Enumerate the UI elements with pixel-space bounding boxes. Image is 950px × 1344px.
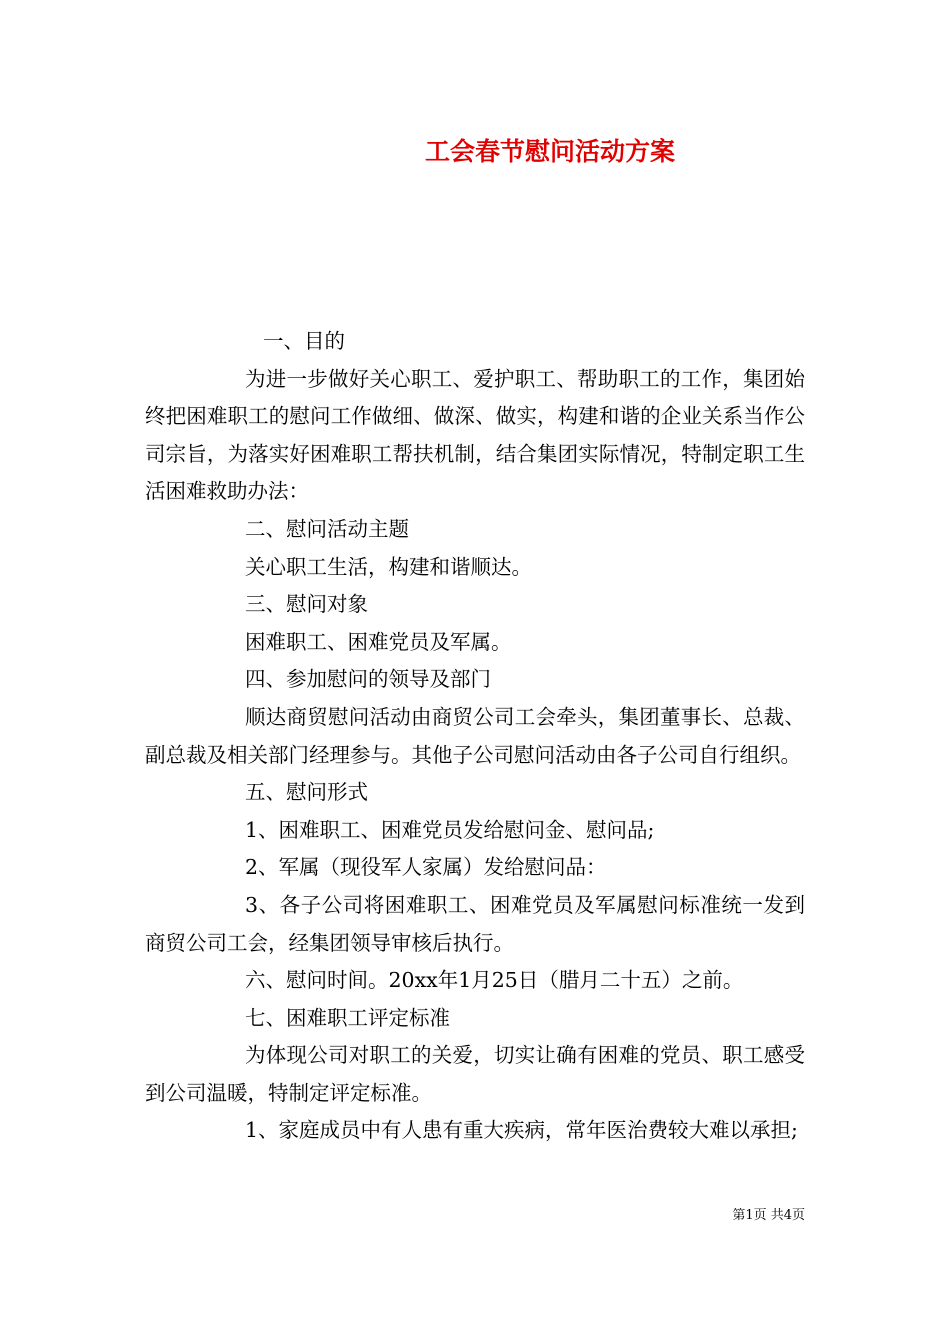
list-item-form-1: 1、困难职工、困难党员发给慰问金、慰问品; <box>245 817 655 842</box>
paragraph-theme: 关心职工生活，构建和谐顺达。 <box>245 554 532 579</box>
section-heading-targets: 三、慰问对象 <box>245 592 368 617</box>
list-item-form-2: 2、军属（现役军人家属）发给慰问品： <box>245 855 607 880</box>
section-heading-theme: 二、慰问活动主题 <box>245 516 409 541</box>
document-body <box>145 323 805 1150</box>
section-heading-purpose: 一、目的 <box>263 329 345 353</box>
paragraph-targets: 困难职工、困难党员及军属。 <box>245 629 512 654</box>
paragraph-criteria: 为体现公司对职工的关爱，切实让确有困难的党员、职工感受到公司温暖，特制定评定标准。 <box>145 1043 805 1105</box>
section-heading-participants: 四、参加慰问的领导及部门 <box>245 667 491 692</box>
section-heading-time: 六、慰问时间。20xx年1月25日（腊月二十五）之前。 <box>245 968 744 993</box>
paragraph-purpose: 为进一步做好关心职工、爱护职工、帮助职工的工作，集团始终把困难职工的慰问工作做细、做深、做实，构建和谐的企业关系当作公司宗旨，为落实好困难职工帮扶机制，结合集团实际情况，特制定职工生活困难救助办法： <box>145 366 805 504</box>
list-item-criteria-1: 1、家庭成员中有人患有重大疾病，常年医治费较大难以承担; <box>245 1118 798 1143</box>
list-item-form-3: 3、各子公司将困难职工、困难党员及军属慰问标准统一发到商贸公司工会，经集团领导审核后执行。 <box>145 892 805 955</box>
document-title: 工会春节慰问活动方案 <box>424 137 675 166</box>
section-heading-criteria: 七、困难职工评定标准 <box>245 1005 450 1030</box>
page-number-footer: 第1页 共4页 <box>732 1208 805 1223</box>
section-heading-form: 五、慰问形式 <box>245 780 368 805</box>
paragraph-participants: 顺达商贸慰问活动由商贸公司工会牵头，集团董事长、总裁、副总裁及相关部门经理参与。其他子公司慰问活动由各子公司自行组织。 <box>145 704 805 767</box>
